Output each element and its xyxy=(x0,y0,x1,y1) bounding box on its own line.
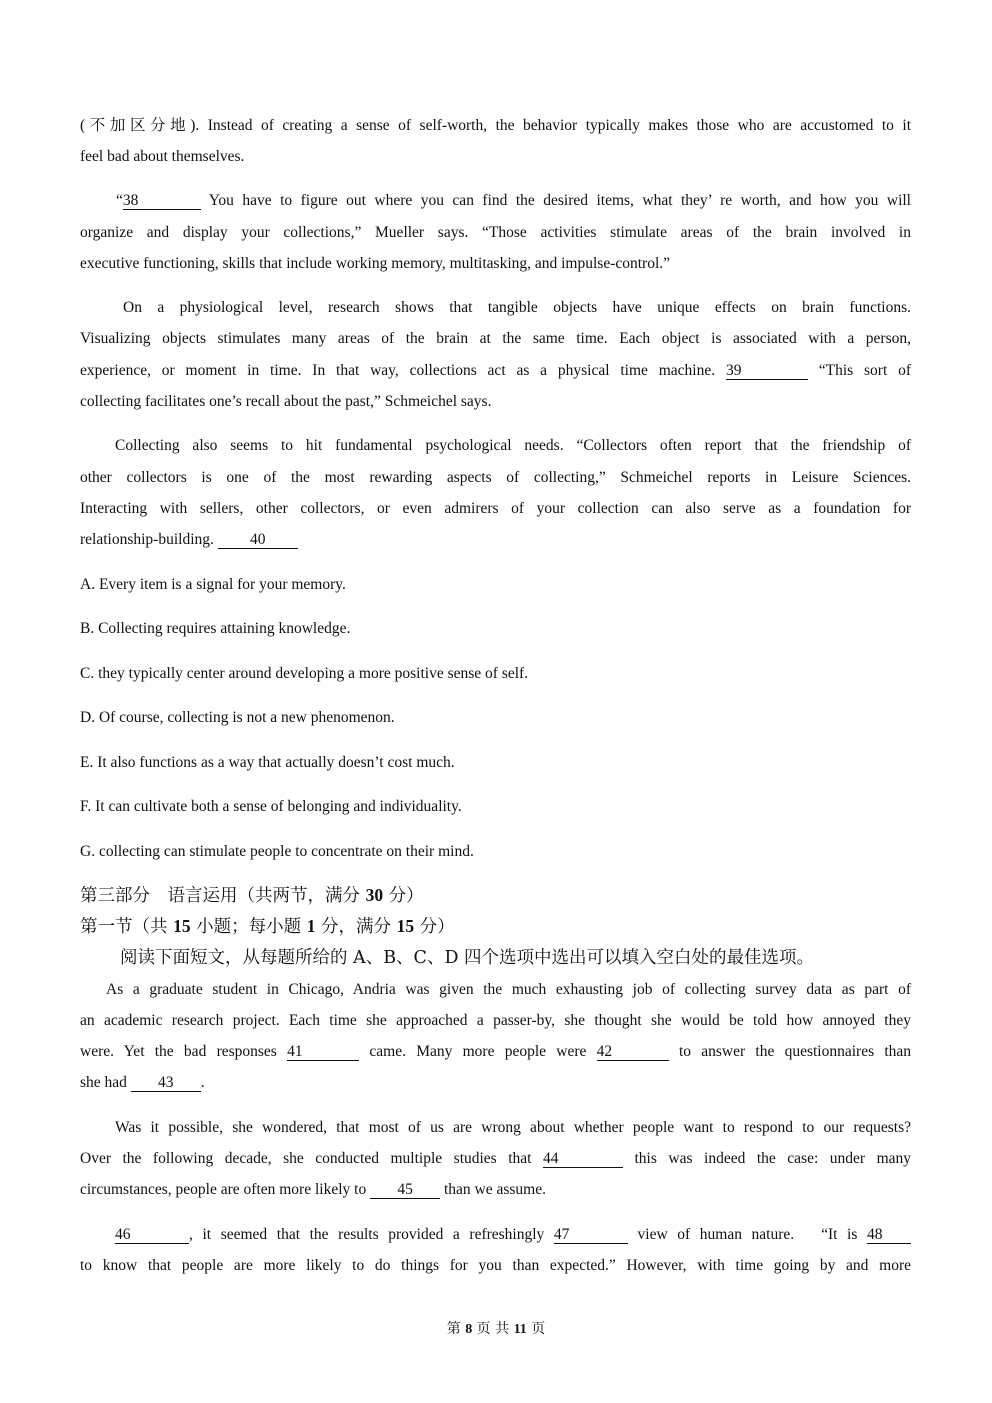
blank-38: 38 xyxy=(123,193,201,210)
para38-line-2: organize and display your collections,” Mueller says. “Those activities stimulate areas of the brain involved in xyxy=(80,224,911,241)
para39-line-1: On a physiological level, research shows that tangible objects have unique effects on brain functions. xyxy=(123,299,911,316)
cloze-p2-line-2: Over the following decade, she conducted multiple studies that 44 this was indeed the case: under many xyxy=(80,1150,912,1167)
blank-42: 42 xyxy=(597,1044,669,1061)
para39-text-3: experience, or moment in time. In that way, collections act as a physical time machine. xyxy=(80,362,716,379)
option-d: D. Of course, collecting is not a new phenomenon. xyxy=(80,709,395,726)
blank-47: 47 xyxy=(554,1227,628,1244)
cloze-p3-line-1: 46 , it seemed that the results provided a refreshingly 47 view of human nature. “It is 48 xyxy=(80,1225,911,1245)
option-e: E. It also functions as a way that actually doesn’t cost much. xyxy=(80,754,455,771)
blank-45: 45 xyxy=(370,1182,440,1199)
option-f: F. It can cultivate both a sense of belonging and individuality. xyxy=(80,798,462,815)
blank-44: 44 xyxy=(543,1151,623,1168)
cloze-p1-line-1: As a graduate student in Chicago, Andria was given the much exhausting job of collecting survey data as part of xyxy=(106,981,911,998)
para39-line-3 xyxy=(80,361,911,381)
para40-text-4: relationship-building. xyxy=(80,531,214,548)
para39-line-4: collecting facilitates one’s recall about the past,” Schmeichel says. xyxy=(80,393,492,410)
page-number: 8 xyxy=(465,1322,473,1337)
blank-46: 46 xyxy=(115,1227,189,1244)
para39-line-2: Visualizing objects stimulates many areas of the brain at the same time. Each object is associated with a person, xyxy=(80,330,911,347)
option-b: B. Collecting requires attaining knowledge. xyxy=(80,620,351,637)
blank-39: 39 xyxy=(726,363,808,380)
para38-line-3: executive functioning, skills that include working memory, multitasking, and impulse-control.” xyxy=(80,255,671,272)
page-total: 11 xyxy=(513,1322,527,1337)
cloze-p2-line-1: Was it possible, she wondered, that most of us are wrong about whether people want to respond to our requests? xyxy=(115,1119,911,1136)
para38-line-1 xyxy=(80,191,911,211)
cloze-p1-line-2: an academic research project. Each time she approached a passer-by, she thought she would be told how annoyed they xyxy=(80,1012,911,1029)
para40-line-2: other collectors is one of the most rewarding aspects of collecting,” Schmeichel reports in Leisure Sciences. xyxy=(80,469,911,486)
section1-heading: 第一节（共 15 小题；每小题 1 分，满分 15 分） xyxy=(80,916,455,937)
para38-text-1: You have to figure out where you can find the desired items, what they’ re worth, and how you will xyxy=(208,192,911,209)
para40-line-3: Interacting with sellers, other collectors, or even admirers of your collection can also serve as a foundation for xyxy=(80,500,911,517)
page-footer: 第 8 页 共 11 页 xyxy=(446,1321,546,1337)
open-quote: “ xyxy=(116,192,123,209)
cloze-p2-line-3: circumstances, people are often more likely to 45 than we assume. xyxy=(80,1181,546,1198)
cloze-p1-line-3: were. Yet the bad responses 41 came. Many more people were 42 to answer the questionnaires than xyxy=(80,1043,912,1060)
blank-48: 48 xyxy=(867,1227,911,1244)
option-g: G. collecting can stimulate people to concentrate on their mind. xyxy=(80,843,474,860)
option-c: C. they typically center around developing a more positive sense of self. xyxy=(80,665,529,682)
para39-text-3b: “This sort of xyxy=(818,362,912,379)
option-a: A. Every item is a signal for your memory. xyxy=(80,576,346,593)
para40-line-4 xyxy=(80,530,911,550)
cloze-p1-line-4: she had 43 . xyxy=(80,1074,205,1091)
para40-line-1: Collecting also seems to hit fundamental psychological needs. “Collectors often report that the friendship of xyxy=(115,437,911,454)
cloze-p3-line-2: to know that people are more likely to do things for you than expected.” However, with time going by and more xyxy=(80,1257,911,1274)
part3-heading: 第三部分 语言运用（共两节，满分 30 分） xyxy=(80,885,424,906)
intro-line-1: (不加区分地). Instead of creating a sense of self-worth, the behavior typically makes those who are accustomed to it xyxy=(80,117,911,134)
blank-40: 40 xyxy=(218,532,298,549)
blank-41: 41 xyxy=(287,1044,359,1061)
intro-line-2: feel bad about themselves. xyxy=(80,148,245,165)
blank-43: 43 xyxy=(131,1075,201,1092)
instruction: 阅读下面短文，从每题所给的 A、B、C、D 四个选项中选出可以填入空白处的最佳选项。 xyxy=(120,948,815,968)
